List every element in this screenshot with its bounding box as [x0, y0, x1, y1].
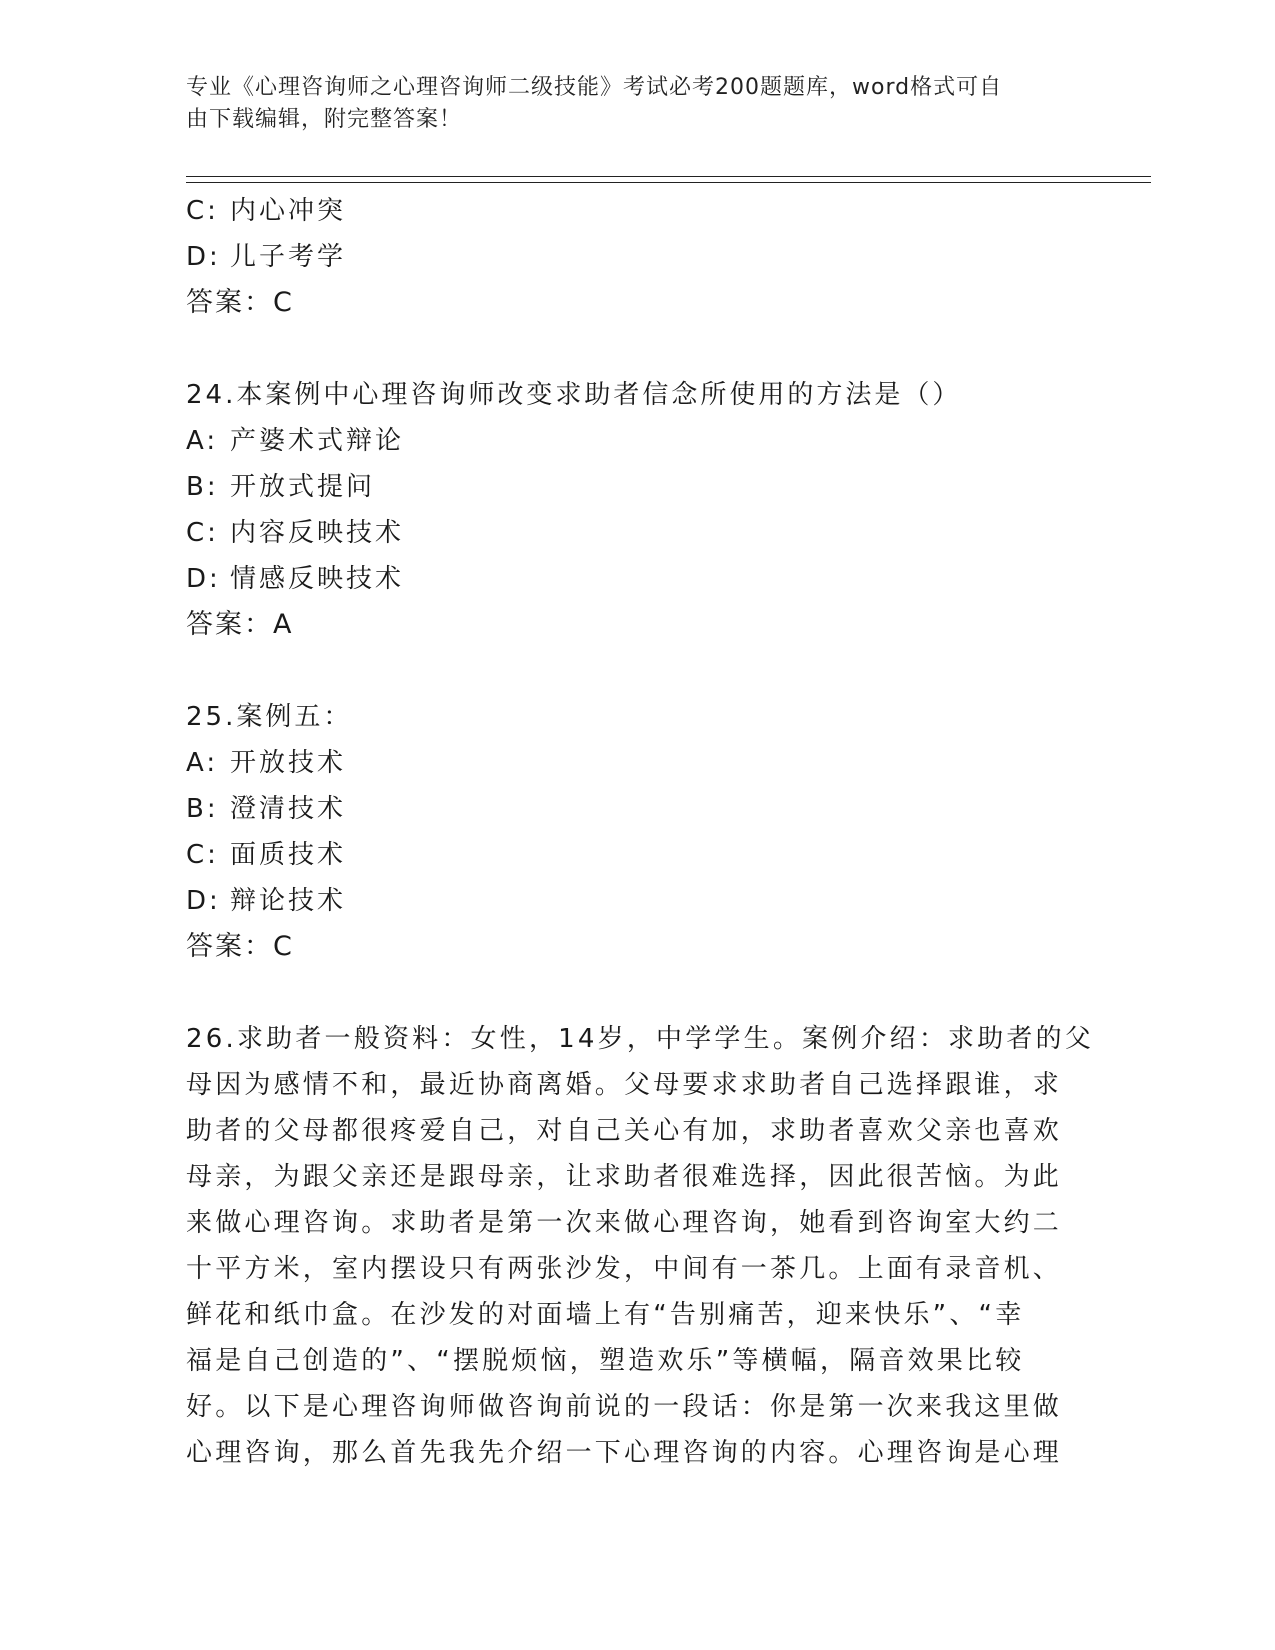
option-a [186, 418, 1086, 464]
option-text: 澄清技术 [230, 794, 347, 824]
option-c [186, 510, 1086, 556]
option-letter: B: [186, 472, 219, 502]
paragraph-line: 十平方米，室内摆设只有两张沙发，中间有一茶几。上面有录音机、 [186, 1254, 1063, 1284]
question-26 [186, 1016, 1095, 1476]
option-letter: B: [186, 794, 219, 824]
option-text: 开放式提问 [230, 472, 376, 502]
paragraph-line: 26.求助者一般资料：女性，14岁，中学学生。案例介绍：求助者的父 [186, 1024, 1095, 1054]
option-letter: D: [186, 242, 221, 272]
option-a [186, 740, 1086, 786]
option-d [186, 878, 1086, 924]
paragraph-line: 心理咨询，那么首先我先介绍一下心理咨询的内容。心理咨询是心理 [186, 1438, 1063, 1468]
option-text: 情感反映技术 [230, 564, 405, 594]
paragraph-line: 母因为感情不和，最近协商离婚。父母要求求助者自己选择跟谁，求 [186, 1070, 1063, 1100]
answer-line: 答案：C [186, 287, 294, 318]
option-text: 开放技术 [230, 748, 347, 778]
option-c [186, 188, 1086, 234]
document-body [186, 188, 1095, 1476]
paragraph-line: 好。以下是心理咨询师做咨询前说的一段话：你是第一次来我这里做 [186, 1392, 1063, 1422]
option-c [186, 832, 1086, 878]
option-letter: A: [186, 426, 219, 456]
option-text: 内容反映技术 [230, 518, 405, 548]
question-stem: 24.本案例中心理咨询师改变求助者信念所使用的方法是（） [186, 380, 962, 410]
question-stem: 25.案例五： [186, 702, 353, 732]
option-letter: A: [186, 748, 219, 778]
option-d [186, 556, 1086, 602]
answer-line: 答案：C [186, 931, 294, 962]
paragraph-line: 助者的父母都很疼爱自己，对自己关心有加，求助者喜欢父亲也喜欢 [186, 1116, 1063, 1146]
header-divider [186, 176, 1151, 183]
page-header [186, 72, 1076, 136]
question-24 [186, 372, 1086, 648]
option-letter: C: [186, 196, 219, 226]
option-text: 产婆术式辩论 [230, 426, 405, 456]
paragraph-line: 来做心理咨询。求助者是第一次来做心理咨询，她看到咨询室大约二 [186, 1208, 1063, 1238]
option-b [186, 786, 1086, 832]
option-letter: D: [186, 886, 221, 916]
question-25 [186, 694, 1086, 970]
header-line-1: 专业《心理咨询师之心理咨询师二级技能》考试必考200题题库，word格式可自 [186, 75, 1003, 100]
option-text: 面质技术 [230, 840, 347, 870]
header-line-2: 由下载编辑，附完整答案！ [186, 107, 463, 132]
spacer [186, 326, 1086, 372]
option-text: 儿子考学 [230, 242, 347, 272]
paragraph-line: 鲜花和纸巾盒。在沙发的对面墙上有“告别痛苦，迎来快乐”、“幸 [186, 1300, 1025, 1330]
question-23-tail [186, 188, 1086, 326]
option-text: 辩论技术 [230, 886, 347, 916]
answer-line: 答案：A [186, 609, 294, 640]
paragraph-line: 母亲，为跟父亲还是跟母亲，让求助者很难选择，因此很苦恼。为此 [186, 1162, 1063, 1192]
option-letter: D: [186, 564, 221, 594]
option-text: 内心冲突 [230, 196, 347, 226]
option-letter: C: [186, 518, 219, 548]
spacer [186, 648, 1086, 694]
option-d [186, 234, 1086, 280]
spacer [186, 970, 1086, 1016]
option-b [186, 464, 1086, 510]
paragraph-line: 福是自己创造的”、“摆脱烦恼，塑造欢乐”等横幅，隔音效果比较 [186, 1346, 1025, 1376]
option-letter: C: [186, 840, 219, 870]
